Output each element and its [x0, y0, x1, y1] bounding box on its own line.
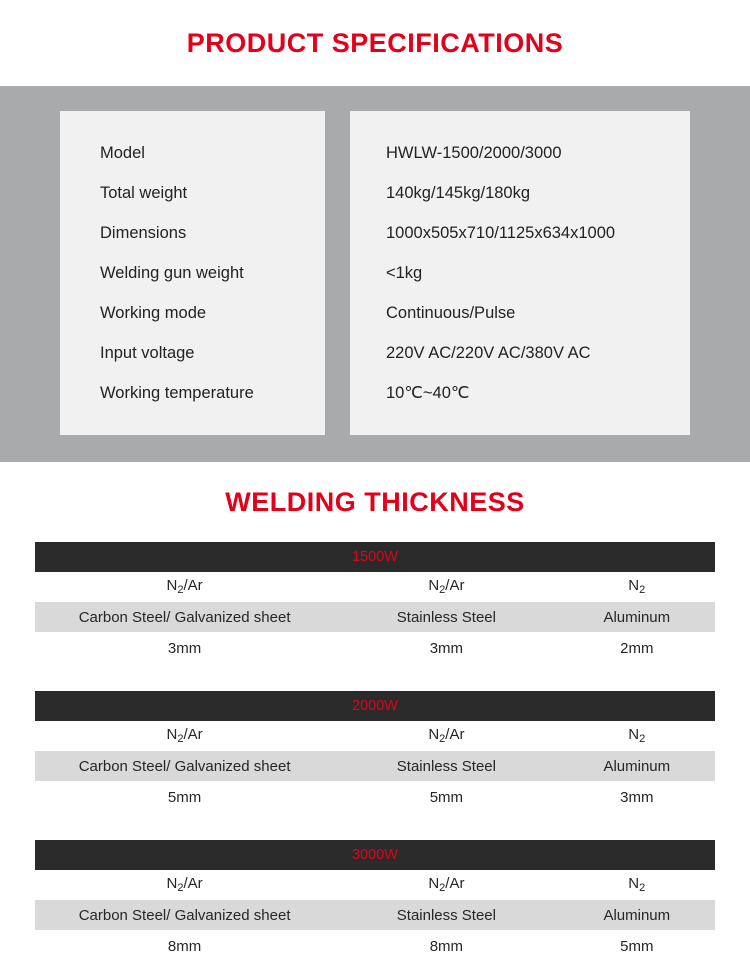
- table-row: [35, 751, 715, 781]
- material-cell: Carbon Steel/ Galvanized sheet: [35, 900, 334, 930]
- gas-cell: $N_2/Ar$: [35, 572, 334, 602]
- spec-label: Model: [100, 144, 145, 162]
- table-row: [35, 572, 715, 602]
- thickness-table-2000w: [35, 691, 715, 813]
- thickness-cell: 3mm: [35, 632, 334, 664]
- gas-cell: $N_2/Ar$: [334, 870, 558, 900]
- spec-value: HWLW-1500/2000/3000: [386, 144, 562, 162]
- table-row: [35, 602, 715, 632]
- thickness-cell: 8mm: [334, 930, 558, 962]
- thickness-cell: 3mm: [559, 781, 715, 813]
- power-header: 3000W: [35, 840, 715, 870]
- specifications-label-card: [60, 111, 325, 435]
- page-title: PRODUCT SPECIFICATIONS: [186, 27, 564, 58]
- gas-cell: $N_2$: [559, 721, 715, 751]
- thickness-cell: 3mm: [334, 632, 558, 664]
- thickness-cell: 5mm: [35, 781, 334, 813]
- thickness-title: WELDING THICKNESS: [225, 486, 525, 517]
- spec-value: <1kg: [386, 264, 423, 282]
- material-cell: Aluminum: [559, 751, 715, 781]
- spec-label: Working temperature: [100, 384, 254, 402]
- thickness-cell: 8mm: [35, 930, 334, 962]
- material-cell: Stainless Steel: [334, 751, 558, 781]
- table-row: [35, 721, 715, 751]
- material-cell: Carbon Steel/ Galvanized sheet: [35, 602, 334, 632]
- table-row: [35, 542, 715, 572]
- material-cell: Stainless Steel: [334, 602, 558, 632]
- spec-value: 140kg/145kg/180kg: [386, 184, 531, 202]
- thickness-table-1500w: [35, 542, 715, 664]
- material-cell: Stainless Steel: [334, 900, 558, 930]
- spec-label: Welding gun weight: [100, 264, 244, 282]
- table-row: [35, 691, 715, 721]
- table-row: [35, 781, 715, 813]
- specifications-band: [0, 86, 750, 462]
- spec-value: Continuous/Pulse: [386, 304, 516, 322]
- spec-value: 10℃~40℃: [386, 384, 470, 402]
- spec-label: Input voltage: [100, 344, 195, 362]
- power-header: 1500W: [35, 542, 715, 572]
- thickness-cell: 2mm: [559, 632, 715, 664]
- gas-cell: $N_2/Ar$: [334, 721, 558, 751]
- material-cell: Carbon Steel/ Galvanized sheet: [35, 751, 334, 781]
- gas-cell: $N_2$: [559, 572, 715, 602]
- spec-value: 220V AC/220V AC/380V AC: [386, 344, 591, 362]
- thickness-tables: [0, 542, 750, 962]
- thickness-cell: 5mm: [559, 930, 715, 962]
- specifications-value-card: [350, 111, 690, 435]
- thickness-table-3000w: [35, 840, 715, 962]
- specifications-title-band: [0, 0, 750, 86]
- material-cell: Aluminum: [559, 900, 715, 930]
- spec-label: Dimensions: [100, 224, 187, 242]
- spec-value: 1000x505x710/1125x634x1000: [386, 224, 616, 242]
- table-row: [35, 870, 715, 900]
- thickness-cell: 5mm: [334, 781, 558, 813]
- gas-cell: $N_2/Ar$: [35, 870, 334, 900]
- thickness-title-band: [0, 462, 750, 542]
- spec-label: Working mode: [100, 304, 207, 322]
- table-row: [35, 632, 715, 664]
- gas-cell: $N_2/Ar$: [334, 572, 558, 602]
- power-header: 2000W: [35, 691, 715, 721]
- table-row: [35, 840, 715, 870]
- gas-cell: $N_2/Ar$: [35, 721, 334, 751]
- gas-cell: $N_2$: [559, 870, 715, 900]
- table-row: [35, 930, 715, 962]
- spec-label: Total weight: [100, 184, 188, 202]
- material-cell: Aluminum: [559, 602, 715, 632]
- table-row: [35, 900, 715, 930]
